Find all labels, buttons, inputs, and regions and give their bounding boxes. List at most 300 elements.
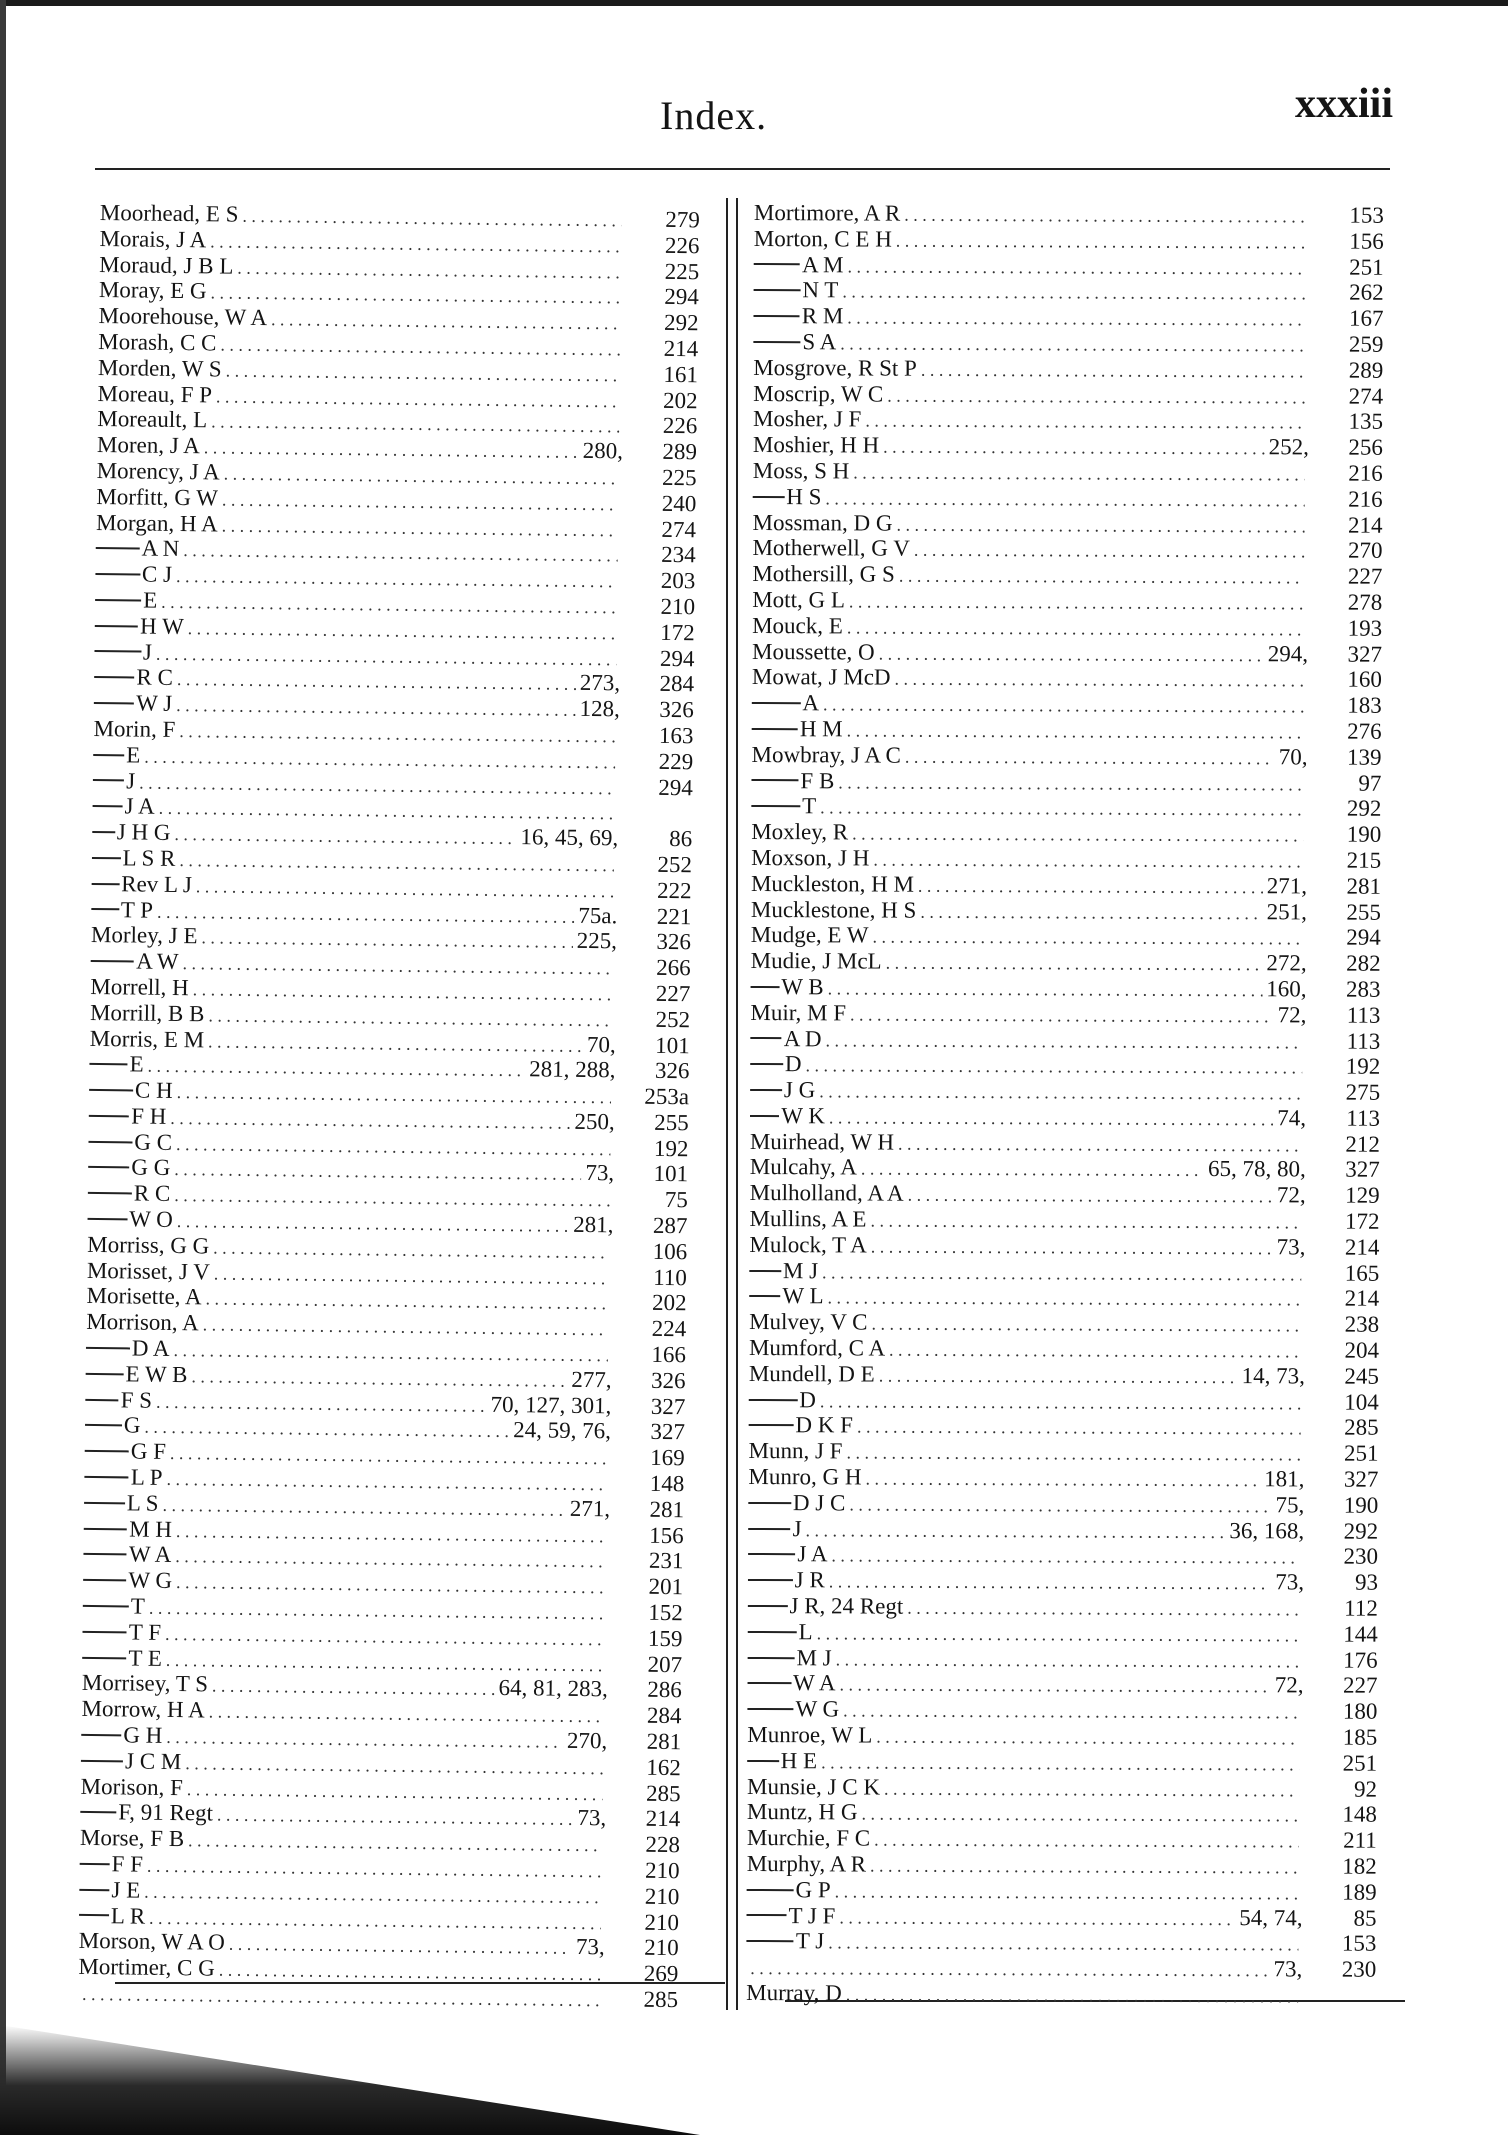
entry-page-number: 225	[662, 464, 697, 491]
index-entry	[748, 1567, 1378, 1596]
entry-page-number: 227	[1347, 563, 1383, 589]
ditto-dash	[89, 1063, 127, 1065]
entry-name: Morisette, A	[86, 1283, 202, 1310]
index-entry	[748, 1541, 1378, 1570]
entry-name: Munro, G H	[748, 1464, 862, 1490]
entry-page-number: 227	[655, 980, 691, 1007]
entry-extra-pages: 16, 45, 69,	[520, 824, 619, 851]
index-entry	[753, 510, 1383, 539]
index-entry	[750, 1154, 1380, 1183]
index-entry	[754, 226, 1384, 255]
ditto-dash	[83, 1605, 129, 1608]
entry-page-number: 214	[645, 1806, 681, 1832]
entry-name: J H G	[116, 819, 171, 846]
ditto-dash	[753, 315, 799, 317]
entry-extra-pages: 277,	[571, 1366, 612, 1393]
entry-name: Muntz, H G	[746, 1799, 858, 1825]
entry-extra-pages: 72,	[1274, 1672, 1304, 1698]
entry-name: Mundell, D E	[748, 1360, 875, 1387]
ditto-dash	[748, 1502, 791, 1504]
entry-extra-pages: 70, 127, 301,	[490, 1391, 612, 1418]
entry-page-number: 148	[649, 1470, 685, 1497]
entry-page-number: 282	[1346, 950, 1381, 976]
entry-page-number: 226	[662, 413, 698, 439]
entry-page-number: 160	[1347, 666, 1382, 693]
entry-name: D J C	[792, 1490, 846, 1516]
entry-page-number: 269	[643, 1960, 679, 1987]
ditto-dash	[92, 883, 120, 885]
entry-page-number: 274	[1348, 383, 1384, 409]
ditto-dash	[748, 1631, 797, 1633]
ditto-dash	[751, 805, 800, 807]
entry-page-number: 281	[646, 1728, 682, 1755]
entry-page-number: 210	[644, 1857, 680, 1884]
index-entry	[747, 1877, 1377, 1906]
running-title: Index.	[660, 93, 768, 138]
entry-extra-pages: 73,	[585, 1160, 615, 1186]
index-entry	[749, 1206, 1379, 1235]
ditto-dash	[748, 1579, 793, 1581]
entry-page-number: 255	[654, 1109, 689, 1136]
entry-extra-pages: 272,	[1266, 950, 1307, 976]
ditto-dash	[93, 779, 124, 781]
entry-page-number: 326	[654, 1058, 690, 1084]
entry-extra-pages: 281, 288,	[529, 1056, 616, 1083]
entry-name: W G	[795, 1696, 840, 1722]
entry-page-number: 204	[1344, 1337, 1380, 1363]
entry-page-number: 238	[1344, 1311, 1380, 1338]
ditto-dash	[750, 1089, 782, 1091]
entry-page-number: 85	[1353, 1905, 1377, 1931]
entry-name: Moreault, L	[97, 406, 208, 433]
entry-name: W K	[781, 1103, 826, 1129]
entry-page-number: 292	[663, 310, 699, 336]
entry-extra-pages: 252,	[1268, 434, 1309, 460]
entry-name: F B	[800, 767, 835, 793]
entry-page-number: 326	[659, 697, 694, 723]
entry-page-number: 216	[1348, 486, 1383, 512]
entry-page-number: 285	[645, 1780, 681, 1806]
entry-name: Mortimore, A R	[753, 200, 901, 226]
index-entry	[749, 1309, 1379, 1338]
entry-extra-pages: 73,	[575, 1934, 605, 1960]
ditto-dash	[747, 1889, 794, 1891]
entry-name: W A	[128, 1541, 172, 1568]
entry-name: Mosgrove, R St P	[753, 354, 917, 381]
entry-name: Mulock, T A	[749, 1231, 867, 1258]
entry-extra-pages: 160,	[1266, 976, 1307, 1002]
entry-name: E	[129, 1051, 144, 1077]
entry-extra-pages: 14, 73,	[1241, 1362, 1305, 1389]
index-entry	[749, 1232, 1379, 1261]
entry-page-number: 139	[1347, 744, 1382, 770]
ditto-dash	[91, 960, 134, 963]
entry-name: Murray, D	[746, 1979, 842, 2006]
index-entry	[752, 716, 1382, 745]
entry-extra-pages: 65, 78, 80,	[1207, 1156, 1306, 1182]
entry-page-number: 153	[1349, 202, 1384, 228]
entry-name: F, 91 Regt	[118, 1799, 214, 1826]
ditto-dash	[748, 1553, 795, 1555]
entry-page-number: 289	[662, 439, 698, 465]
entry-page-number: 259	[1348, 331, 1384, 357]
entry-name: Morash, C C	[98, 328, 217, 356]
entry-name: J	[142, 639, 153, 665]
entry-page-number: 129	[1345, 1182, 1380, 1209]
index-entry	[750, 1180, 1380, 1209]
ditto-dash	[752, 728, 798, 730]
ditto-dash	[748, 1657, 795, 1659]
entry-name: D K F	[795, 1412, 854, 1438]
entry-extra-pages: 73,	[1275, 1569, 1305, 1595]
entry-name: Mothersill, G S	[752, 561, 895, 587]
entry-page-number: 284	[659, 671, 695, 697]
ditto-dash	[92, 857, 121, 859]
index-entry	[746, 1928, 1376, 1957]
ditto-dash	[747, 1708, 793, 1710]
entry-page-number: 240	[661, 490, 697, 517]
entry-name: Mortimer, C G	[78, 1954, 215, 1981]
entry-page-number: 183	[1347, 692, 1382, 718]
ditto-dash	[88, 1141, 132, 1144]
entry-name: Munsie, J C K	[747, 1773, 881, 1800]
entry-name: T P	[120, 896, 154, 923]
index-entry	[752, 535, 1382, 564]
index-entry	[749, 1335, 1379, 1364]
entry-name: G C	[134, 1129, 173, 1155]
entry-page-number: 201	[648, 1574, 684, 1600]
entry-name: G G	[131, 1154, 171, 1181]
entry-page-number: 231	[648, 1548, 684, 1574]
entry-name: W G	[128, 1567, 173, 1594]
index-entry	[749, 1283, 1379, 1312]
entry-extra-pages: 294,	[1267, 640, 1309, 666]
entry-page-number: 256	[1348, 434, 1383, 460]
entry-page-number: 148	[1342, 1801, 1378, 1828]
column-divider	[726, 198, 728, 2010]
ditto-dash	[89, 1089, 133, 1092]
index-entry	[748, 1593, 1378, 1622]
entry-name: Moussette, O	[751, 638, 875, 665]
index-entry	[748, 1619, 1378, 1648]
entry-name: G H	[123, 1722, 163, 1748]
ditto-dash	[93, 805, 123, 807]
entry-name: Moorehouse, W A	[98, 303, 268, 331]
index-entry	[751, 819, 1381, 848]
index-entry	[751, 974, 1381, 1003]
entry-name: Morriss, G G	[87, 1231, 210, 1259]
entry-page-number: 112	[1344, 1595, 1378, 1621]
entry-name: W B	[781, 974, 824, 1000]
entry-name: Moray, E G	[98, 277, 207, 304]
ditto-dash	[750, 1115, 779, 1117]
ditto-dash	[83, 1553, 126, 1556]
entry-extra-pages: 72,	[1276, 1182, 1306, 1208]
ditto-dash	[79, 1914, 109, 1916]
entry-page-number: 278	[1347, 589, 1383, 615]
entry-extra-pages: 251,	[1266, 898, 1307, 924]
entry-page-number: 252	[655, 1006, 691, 1032]
entry-extra-pages: 64, 81, 283,	[498, 1675, 608, 1702]
entry-page-number: 326	[656, 929, 692, 955]
entry-page-number: 203	[660, 568, 696, 594]
entry-name: Muckleston, H M	[750, 870, 914, 897]
entry-page-number: 253a	[644, 1083, 690, 1110]
entry-page-number: 97	[1358, 770, 1382, 796]
entry-page-number: 251	[1343, 1440, 1379, 1466]
entry-extra-pages: 70,	[586, 1031, 616, 1057]
entry-name: Morrison, A	[86, 1309, 199, 1336]
page-edge-left	[0, 0, 6, 2135]
entry-page-number: 225	[664, 258, 700, 284]
entry-name: G	[123, 1412, 141, 1439]
entry-page-number: 214	[663, 335, 699, 362]
entry-page-number: 276	[1347, 718, 1382, 744]
entry-page-number: 156	[1349, 228, 1384, 254]
entry-page-number: 113	[1346, 1002, 1381, 1028]
ditto-dash	[753, 496, 785, 498]
index-entry	[752, 742, 1382, 771]
entry-page-number: 135	[1348, 408, 1384, 435]
ditto-dash	[94, 650, 141, 653]
index-entry	[747, 1722, 1377, 1751]
entry-name: Moss, S H	[752, 457, 850, 484]
ditto-dash	[747, 1760, 779, 1762]
entry-page-number: 234	[661, 542, 696, 568]
entry-name: A D	[783, 1025, 822, 1051]
entry-page-number: 214	[1344, 1286, 1380, 1312]
entry-name: Mulvey, V C	[749, 1309, 868, 1335]
entry-page-number: 294	[1346, 924, 1381, 951]
ditto-dash	[93, 754, 124, 756]
entry-name: Morson, W A O	[78, 1928, 225, 1956]
entry-page-number: 192	[653, 1135, 689, 1161]
index-entry	[750, 1077, 1380, 1106]
entry-name: G F	[130, 1438, 167, 1465]
index-entry	[753, 329, 1383, 358]
entry-extra-pages: 36, 168,	[1229, 1517, 1305, 1544]
ditto-dash	[746, 1940, 793, 1942]
entry-extra-pages: 273,	[579, 670, 621, 696]
index-entry	[751, 793, 1381, 822]
ditto-dash	[747, 1914, 787, 1916]
entry-page-number: 283	[1346, 976, 1381, 1002]
entry-name: R C	[136, 664, 174, 691]
entry-name: F H	[131, 1103, 167, 1129]
entry-name: T J	[795, 1928, 825, 1954]
entry-page-number: 224	[651, 1316, 687, 1342]
entry-page-number: 161	[663, 361, 699, 388]
ditto-dash	[81, 1734, 121, 1736]
entry-name: J R	[794, 1567, 825, 1593]
index-entry	[751, 897, 1381, 926]
entry-page-number: 193	[1347, 615, 1383, 641]
entry-extra-pages: 73,	[577, 1805, 607, 1831]
index-entry	[748, 1645, 1378, 1674]
entry-name: Mudge, E W	[750, 922, 869, 948]
ditto-dash	[752, 702, 801, 704]
entry-name: Morton, C E H	[753, 225, 892, 252]
entry-name: H M	[799, 716, 843, 742]
entry-name: T J F	[788, 1902, 836, 1928]
ditto-dash	[82, 1631, 126, 1634]
entry-extra-pages: 75,	[1275, 1492, 1305, 1518]
ditto-dash	[80, 1811, 116, 1813]
index-entry	[749, 1412, 1379, 1441]
entry-extra-pages: 74,	[1277, 1105, 1307, 1131]
index-entry	[750, 1051, 1380, 1080]
index-entry	[747, 1696, 1377, 1725]
entry-page-number: 159	[647, 1625, 683, 1652]
entry-name: Mucklestone, H S	[750, 896, 917, 923]
entry-name: Morris, E M	[89, 1025, 205, 1052]
entry-name: H E	[780, 1747, 818, 1774]
entry-name: Mulcahy, A	[749, 1154, 857, 1180]
entry-page-number: 327	[1343, 1466, 1379, 1492]
entry-page-number: 113	[1346, 1105, 1381, 1131]
entry-name: Morrisey, T S	[81, 1670, 209, 1697]
entry-name: Morency, J A	[96, 457, 220, 485]
entry-name: Moorhead, E S	[99, 200, 239, 227]
entry-name: Mullins, A E	[749, 1206, 867, 1232]
entry-page-number: 285	[1344, 1415, 1379, 1441]
entry-name: Mossman, D G	[752, 509, 893, 536]
entry-name: Moxley, R	[751, 819, 849, 845]
entry-name: L P	[130, 1464, 163, 1490]
entry-extra-pages: 54, 74,	[1239, 1904, 1303, 1931]
index-entry	[754, 252, 1384, 281]
entry-page-number: 292	[1346, 795, 1382, 822]
index-entry	[748, 1516, 1378, 1545]
entry-name: A W	[136, 948, 179, 975]
entry-page-number: 229	[658, 748, 694, 775]
entry-name: E	[126, 742, 141, 768]
entry-name: A M	[801, 251, 844, 277]
entry-name: F F	[111, 1851, 144, 1877]
entry-page-number: 211	[1343, 1827, 1377, 1853]
entry-name: A	[802, 690, 820, 716]
entry-page-number: 190	[1343, 1492, 1379, 1518]
index-entry	[747, 1670, 1377, 1699]
index-entry	[752, 690, 1382, 719]
entry-name: Mowat, J McD	[751, 664, 891, 690]
ditto-dash	[754, 289, 801, 291]
entry-name: W J	[136, 690, 173, 717]
ditto-dash	[749, 1424, 794, 1426]
ditto-dash	[749, 1399, 798, 1401]
entry-name: H S	[786, 483, 822, 510]
ditto-dash	[85, 1450, 129, 1453]
entry-name: Mowbray, J A C	[751, 741, 901, 768]
entry-page-number: 327	[1345, 1157, 1380, 1183]
entry-page-number: 294	[659, 645, 695, 671]
ditto-dash	[79, 1889, 109, 1891]
entry-name: C H	[134, 1077, 173, 1104]
entry-page-number: 192	[1345, 1053, 1381, 1080]
index-entry	[747, 1748, 1377, 1777]
ditto-dash	[88, 1166, 129, 1169]
index-column-left	[78, 200, 700, 2013]
ditto-dash	[95, 599, 141, 602]
entry-page-number: 230	[1343, 1544, 1379, 1570]
index-entry	[749, 1258, 1379, 1287]
entry-page-number	[630, 820, 692, 821]
entry-page-number: 294	[664, 284, 700, 310]
entry-page-number: 156	[649, 1522, 684, 1548]
entry-name: L S R	[122, 845, 176, 871]
entry-page-number: 286	[647, 1677, 682, 1703]
index-entry	[751, 922, 1381, 951]
entry-name: Morgan, H A	[95, 509, 218, 537]
entry-page-number: 101	[653, 1161, 689, 1187]
entry-page-number: 113	[1346, 1028, 1381, 1054]
index-entry	[752, 613, 1382, 642]
entry-extra-pages: 271,	[1266, 872, 1308, 899]
index-entry	[753, 303, 1383, 332]
entry-extra-pages: 225,	[576, 928, 618, 954]
index-entry	[753, 432, 1383, 461]
entry-name: J A	[797, 1541, 828, 1567]
entry-page-number: 230	[1341, 1956, 1377, 1982]
entry-page-number: 182	[1342, 1853, 1377, 1879]
entry-page-number: 216	[1348, 460, 1383, 486]
entry-name: D	[799, 1386, 817, 1412]
entry-page-number: 162	[646, 1754, 682, 1781]
entry-page-number: 270	[1347, 537, 1383, 564]
entry-extra-pages: 24, 59, 76,	[513, 1417, 612, 1444]
ditto-dash	[748, 1605, 788, 1607]
entry-page-number: 262	[1349, 279, 1384, 306]
entry-name: E	[143, 587, 158, 613]
entry-name: Moshier, H H	[752, 432, 880, 458]
entry-page-number: 212	[1345, 1131, 1380, 1157]
entry-page-number: 165	[1344, 1260, 1380, 1286]
entry-page-number: 152	[648, 1599, 683, 1626]
entry-name: Moraud, J B L	[99, 251, 234, 279]
entry-page-number: 327	[650, 1393, 686, 1419]
page-folio: xxxiii	[1294, 81, 1393, 127]
entry-page-number: 214	[1344, 1234, 1380, 1260]
entry-name: T F	[128, 1619, 162, 1645]
entry-page-number: 163	[658, 722, 694, 749]
entry-page-number: 327	[650, 1419, 686, 1445]
entry-name: T E	[128, 1645, 163, 1671]
ditto-dash	[751, 779, 798, 781]
entry-page-number: 166	[651, 1341, 687, 1368]
entry-page-number: 104	[1344, 1389, 1379, 1415]
ditto-dash	[89, 1115, 129, 1117]
index-entry	[753, 406, 1383, 435]
ditto-dash	[96, 547, 140, 550]
index-entry	[748, 1438, 1378, 1467]
entry-page-number: 251	[1349, 254, 1384, 280]
entry-page-number: 210	[644, 1909, 680, 1935]
entry-name: Murphy, A R	[746, 1850, 867, 1877]
index-entry	[746, 1903, 1376, 1932]
entry-name: Munn, J F	[748, 1438, 843, 1464]
entry-name: Moren, J A	[96, 432, 201, 459]
entry-name: Morrell, H	[90, 973, 189, 1001]
entry-name: L S	[126, 1490, 159, 1516]
entry-extra-pages: 73,	[1273, 1956, 1303, 1982]
entry-page-number: 289	[1348, 357, 1384, 383]
entry-page-number: 214	[1348, 512, 1383, 538]
entry-page-number: 210	[644, 1935, 679, 1961]
entry-name: Moxson, J H	[751, 844, 870, 871]
ditto-dash	[95, 573, 140, 576]
ditto-dash	[85, 1398, 118, 1400]
entry-name: Morin, F	[93, 715, 176, 742]
